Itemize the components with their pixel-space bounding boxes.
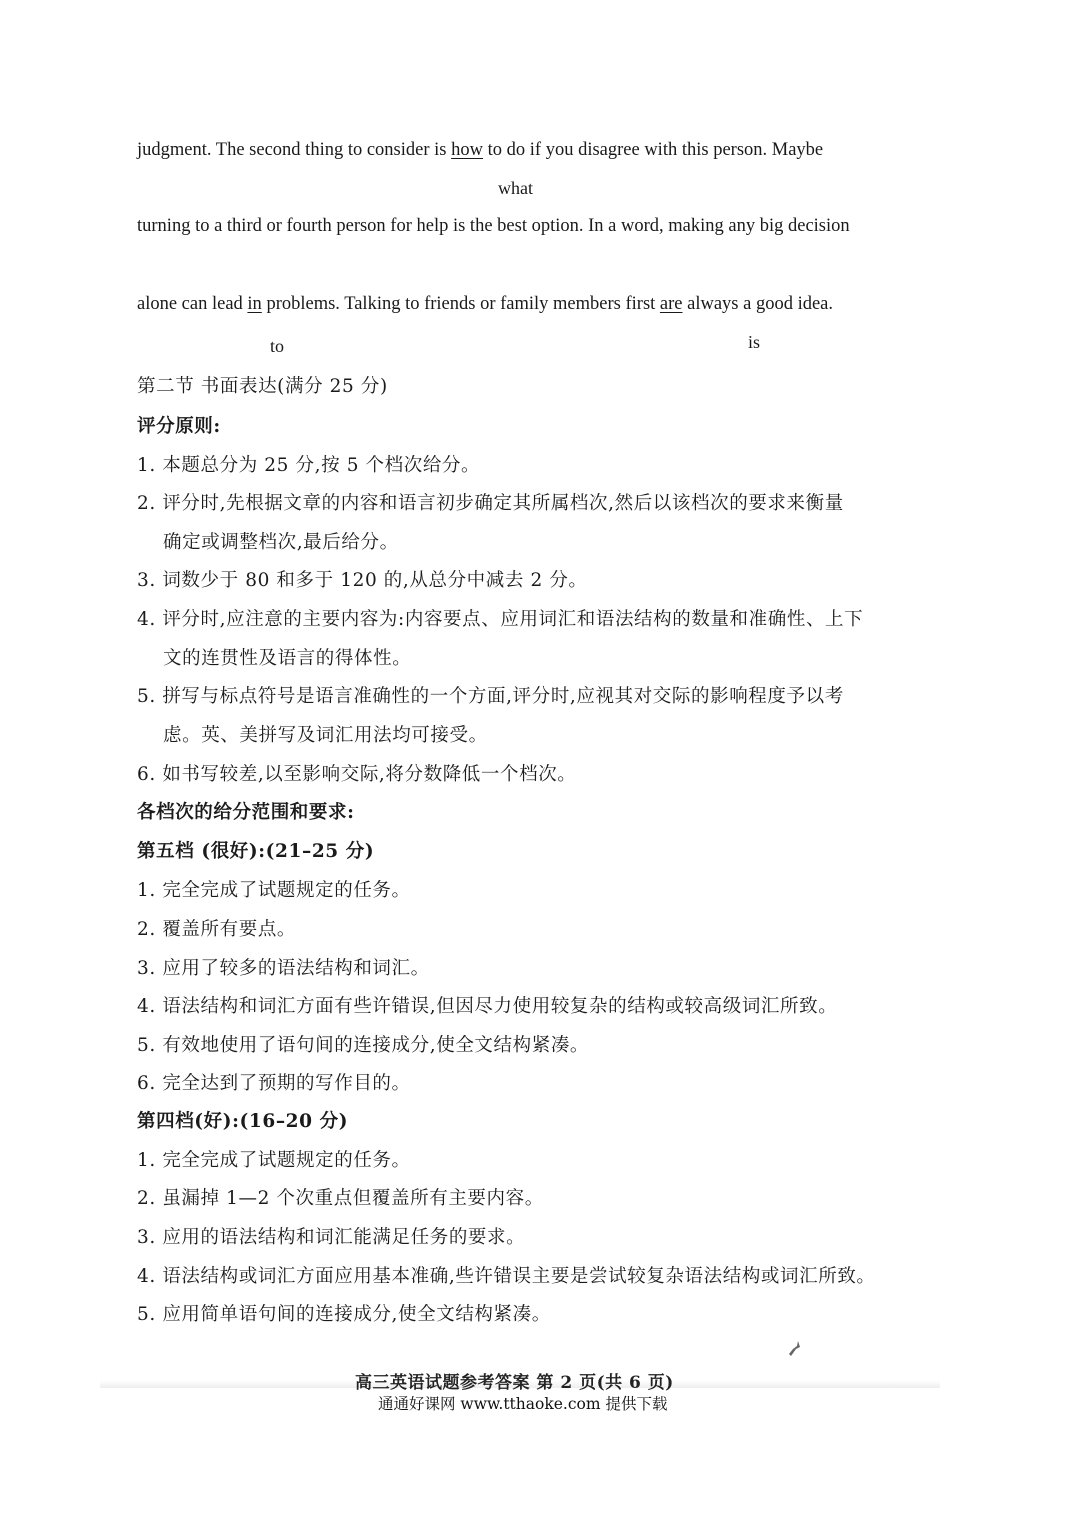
level5-item: 1. 完全完成了试题规定的任务。 bbox=[137, 880, 411, 901]
level4-title: 第四档(好):(16–20 分) bbox=[137, 1111, 349, 1132]
level4-item: 2. 虽漏掉 1—2 个次重点但覆盖所有主要内容。 bbox=[137, 1188, 544, 1209]
level5-item: 3. 应用了较多的语法结构和词汇。 bbox=[137, 958, 430, 979]
text-segment: always a good idea. bbox=[682, 294, 834, 314]
level4-item: 1. 完全完成了试题规定的任务。 bbox=[137, 1150, 411, 1171]
text-segment: judgment. The second thing to consider is bbox=[137, 140, 452, 160]
error-word-how: how bbox=[451, 140, 483, 160]
text-segment: alone can lead bbox=[137, 294, 248, 314]
level5-item: 5. 有效地使用了语句间的连接成分,使全文结构紧凑。 bbox=[137, 1035, 590, 1056]
principle-item: 3. 词数少于 80 和多于 120 的,从总分中减去 2 分。 bbox=[137, 570, 588, 591]
principle-item: 4. 评分时,应注意的主要内容为:内容要点、应用词汇和语法结构的数量和准确性、上下 bbox=[137, 609, 864, 630]
principle-item-continued: 文的连贯性及语言的得体性。 bbox=[163, 648, 412, 669]
text-segment: problems. Talking to friends or family members first bbox=[261, 294, 660, 314]
level5-item: 2. 覆盖所有要点。 bbox=[137, 919, 297, 940]
page-footer-title: 高三英语试题参考答案 第 2 页(共 6 页) bbox=[355, 1373, 674, 1393]
error-word-in: in bbox=[247, 294, 262, 314]
principle-item: 5. 拼写与标点符号是语言准确性的一个方面,评分时,应视其对交际的影响程度予以考 bbox=[137, 686, 844, 707]
principle-item: 6. 如书写较差,以至影响交际,将分数降低一个档次。 bbox=[137, 764, 577, 785]
level5-item: 4. 语法结构和词汇方面有些许错误,但因尽力使用较复杂的结构或较高级词汇所致。 bbox=[137, 996, 838, 1017]
passage-line-2: turning to a third or fourth person for help is the best option. In a word, making any big decision bbox=[137, 216, 850, 236]
principle-item-continued: 确定或调整档次,最后给分。 bbox=[163, 532, 399, 553]
scan-mark-icon bbox=[788, 1340, 802, 1358]
level4-item: 5. 应用简单语句间的连接成分,使全文结构紧凑。 bbox=[137, 1304, 551, 1325]
level5-item: 6. 完全达到了预期的写作目的。 bbox=[137, 1073, 411, 1094]
passage-line-3 bbox=[137, 294, 833, 315]
download-site-credit: 通通好课网 www.tthaoke.com 提供下载 bbox=[378, 1395, 668, 1413]
level5-title: 第五档 (很好):(21–25 分) bbox=[137, 841, 375, 862]
correction-is: is bbox=[748, 332, 761, 352]
correction-to: to bbox=[270, 336, 285, 356]
error-word-are: are bbox=[659, 294, 683, 314]
principle-item: 2. 评分时,先根据文章的内容和语言初步确定其所属档次,然后以该档次的要求来衡量 bbox=[137, 493, 844, 514]
principles-title: 评分原则: bbox=[137, 416, 221, 437]
principle-item: 1. 本题总分为 25 分,按 5 个档次给分。 bbox=[137, 455, 481, 476]
passage-line-1 bbox=[137, 140, 823, 161]
level4-item: 4. 语法结构或词汇方面应用基本准确,些许错误主要是尝试较复杂语法结构或词汇所致。 bbox=[137, 1266, 876, 1287]
section-heading: 第二节 书面表达(满分 25 分) bbox=[137, 376, 388, 397]
principle-item-continued: 虑。英、美拼写及词汇用法均可接受。 bbox=[163, 725, 488, 746]
text-segment: to do if you disagree with this person. Maybe bbox=[483, 140, 824, 160]
levels-title: 各档次的给分范围和要求: bbox=[137, 802, 355, 823]
level4-item: 3. 应用的语法结构和词汇能满足任务的要求。 bbox=[137, 1227, 526, 1248]
correction-what: what bbox=[498, 178, 533, 198]
